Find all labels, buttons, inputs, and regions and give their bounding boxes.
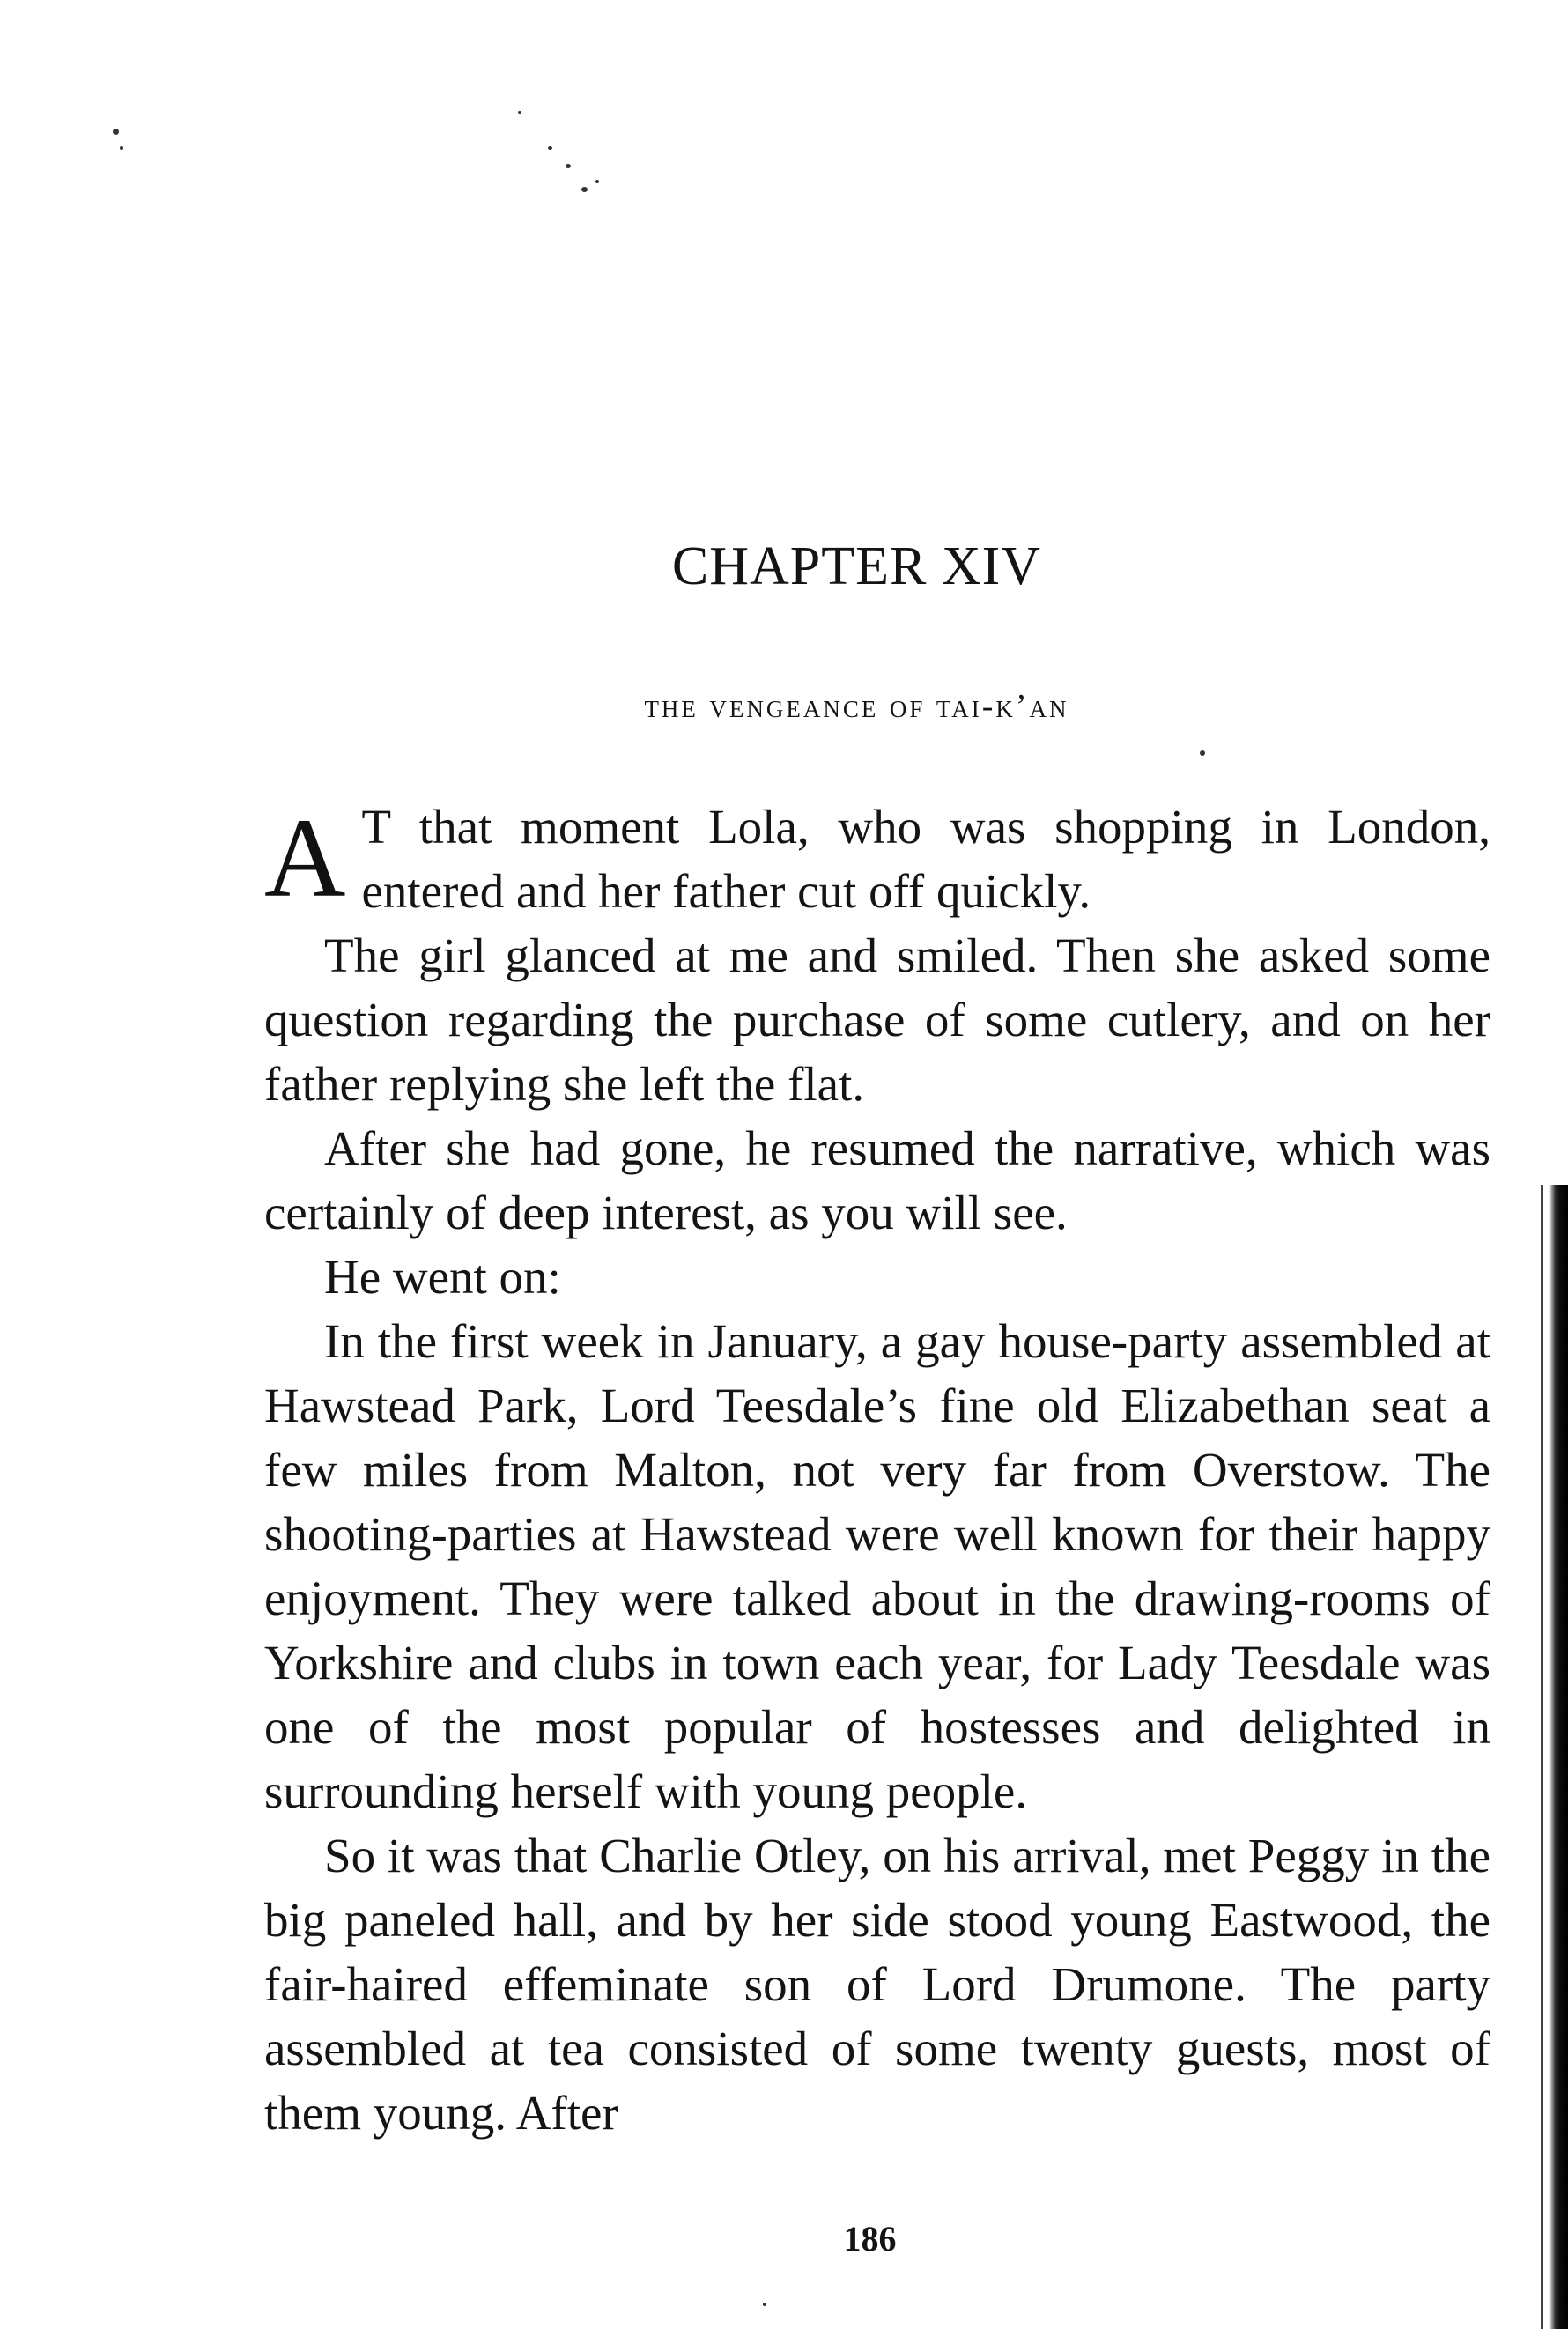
scan-speck (595, 180, 599, 183)
paragraph: He went on: (324, 1250, 561, 1304)
scan-speck (566, 164, 571, 168)
scan-speck (120, 146, 123, 150)
scan-speck (581, 187, 588, 192)
paragraph: After she had gone, he resumed the narrative, which was certainly of deep interest, as you will see. (264, 1121, 1490, 1239)
page-edge-line (1541, 1185, 1543, 2329)
scan-speck (518, 111, 521, 114)
chapter-subtitle: the vengeance of tai-k’an (644, 688, 1069, 725)
chapter-title: CHAPTER XIV (671, 536, 1042, 596)
paragraph-text: T that moment Lola, who was shopping in London, entered and her father cut off quickly. (361, 800, 1490, 918)
scan-speck (548, 146, 552, 150)
drop-cap: A (264, 795, 346, 921)
paragraph: In the first week in January, a gay house-party assembled at Hawstead Park, Lord Teesdale’s fine old Elizabethan seat a few miles from Malton, not very far from Overstow. The shooting-parties at Hawstead were well known for their happy enjoyment. They were talked about in the drawing-rooms of Yorkshire and clubs in town each year, for Lady Teesdale was one of the most popular of hostesses and delighted in surrounding herself with young people. (264, 1314, 1490, 1818)
scan-speck (763, 2303, 766, 2306)
scan-speck (1200, 750, 1205, 756)
body-text (264, 795, 1490, 2145)
page-edge-shadow (1549, 1185, 1568, 2329)
scan-speck (113, 129, 119, 135)
page-number: 186 (843, 2219, 897, 2259)
paragraph: So it was that Charlie Otley, on his arrival, met Peggy in the big paneled hall, and by her side stood young Eastwood, the fair-haired effeminate son of Lord Drumone. The party assembled at tea consisted of some twenty guests, most of them young. After (264, 1829, 1490, 2140)
paragraph (264, 795, 1490, 923)
paragraph: The girl glanced at me and smiled. Then she asked some question regarding the purchase of some cutlery, and on her father replying she left the flat. (264, 928, 1490, 1111)
